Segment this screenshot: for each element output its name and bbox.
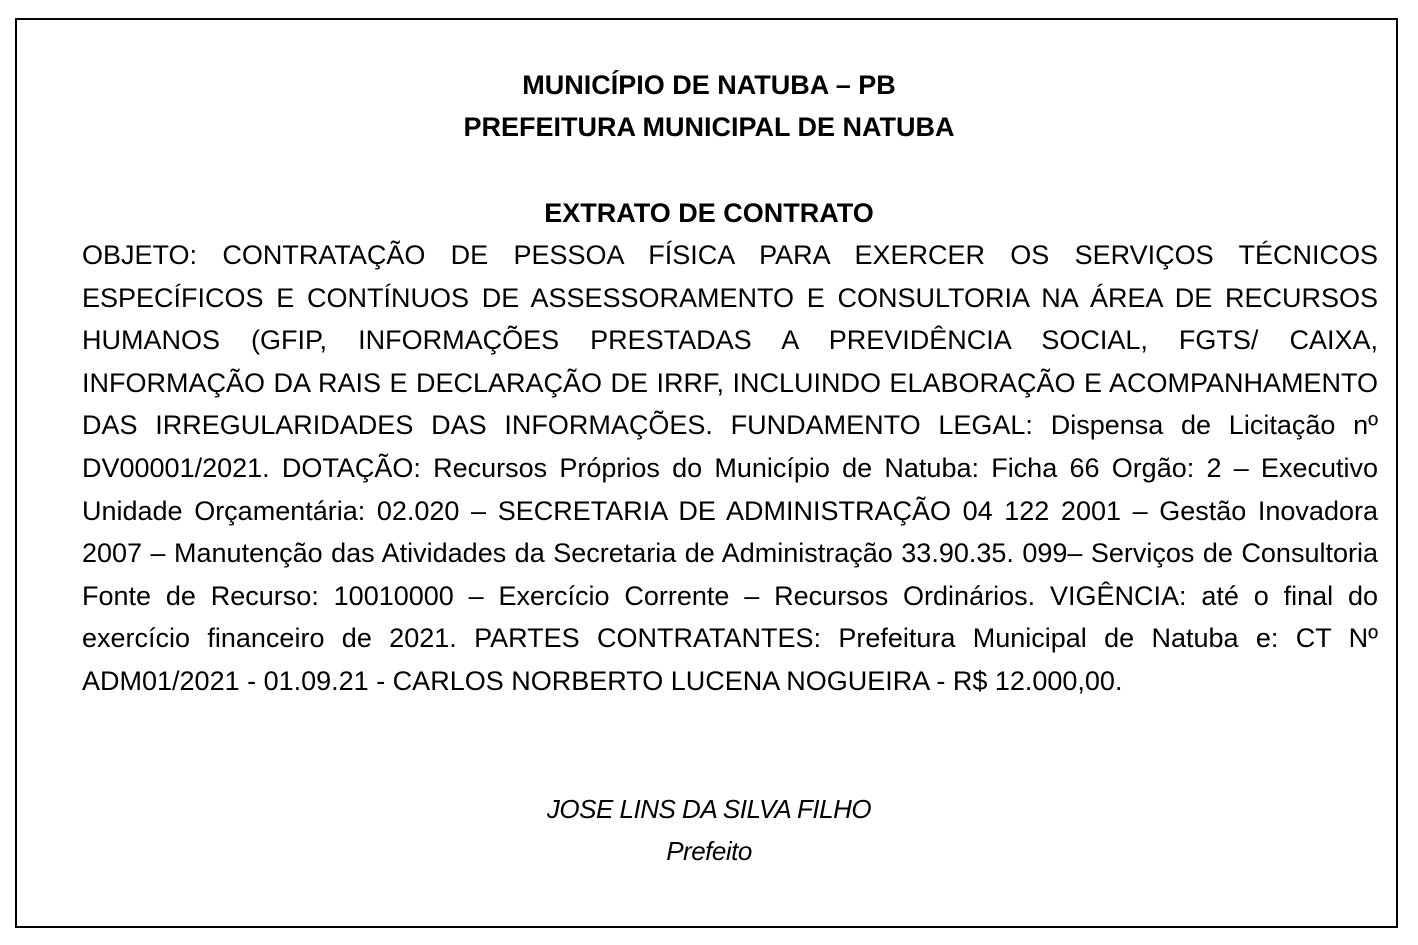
contract-extract-body: OBJETO: CONTRATAÇÃO DE PESSOA FÍSICA PARA EXERCER OS SERVIÇOS TÉCNICOS ESPECÍFICOS E CONTÍNUOS DE ASSESSORAMENTO E CONSULTORIA NA ÁREA DE RECURSOS HUMANOS (GFIP, INFORMAÇÕES PRESTADAS A PREVIDÊNCIA SOCIAL, FGTS/ CAIXA, INFORMAÇÃO DA RAIS E DECLARAÇÃO DE IRRF, INCLUINDO ELABORAÇÃO E ACOMPANHAMENTO DAS IRREGULARIDADES DAS INFORMAÇÕES. FUNDAMENTO LEGAL: Dispensa de Licitação nº DV00001/2021. DOTAÇÃO: Recursos Próprios do Município de Natuba: Ficha 66 Orgão: 2 – Executivo Unidade Orçamentária: 02.020 – SECRETARIA DE ADMINISTRAÇÃO 04 122 2001 – Gestão Inovadora 2007 – Manutenção das Atividades da Secretaria de Administração 33.90.35. 099– Serviços de Consultoria Fonte de Recurso: 10010000 – Exercício Corrente – Recursos Ordinários. VIGÊNCIA: até o final do exercício financeiro de 2021. PARTES CONTRATANTES: Prefeitura Municipal de Natuba e: CT Nº ADM01/2021 - 01.09.21 - CARLOS NORBERTO LUCENA NOGUEIRA - R$ 12.000,00.	[82, 240, 1378, 696]
city-hall-heading: PREFEITURA MUNICIPAL DE NATUBA	[463, 112, 955, 142]
signatory-role: Prefeito	[666, 836, 752, 866]
document-title: EXTRATO DE CONTRATO	[544, 198, 874, 228]
signature-block	[0, 788, 1418, 872]
document-header	[0, 64, 1418, 148]
municipality-heading: MUNICÍPIO DE NATUBA – PB	[522, 70, 896, 100]
signatory-name: JOSE LINS DA SILVA FILHO	[546, 794, 872, 824]
